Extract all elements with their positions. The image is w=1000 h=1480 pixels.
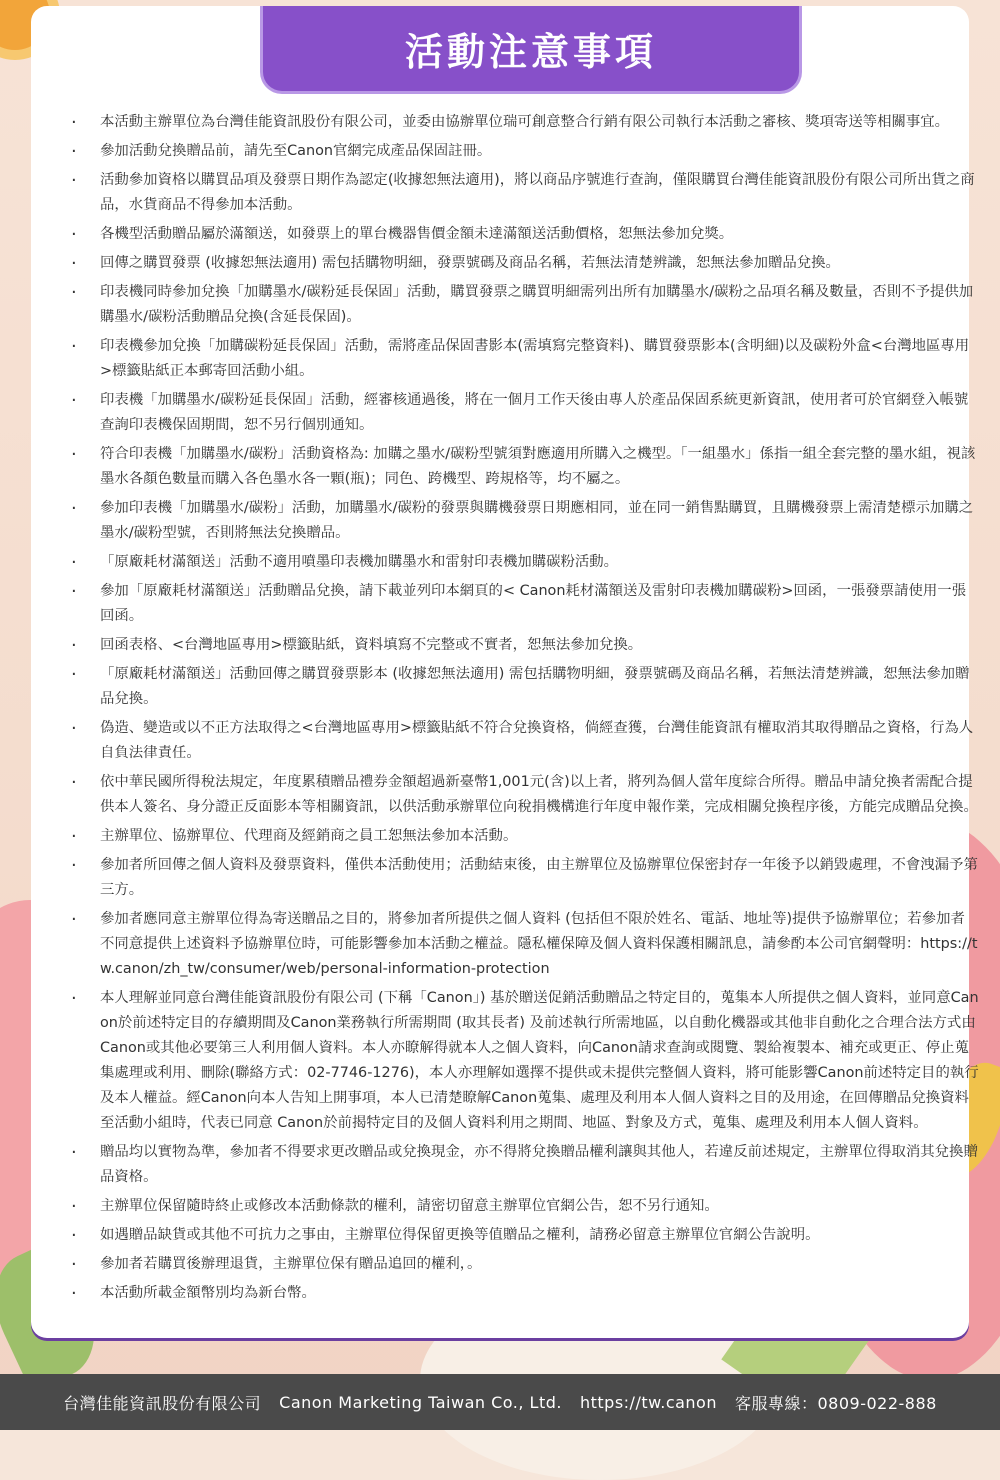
list-item: · 「原廠耗材滿額送」活動回傳之購買發票影本 (收據恕無法適用) 需包括購物明細，發票號碼及商品名稱，若無法清楚辨識，恕無法參加贈品兌換。 xyxy=(67,662,979,712)
footer-bar xyxy=(0,1374,1000,1430)
list-item: · 本人理解並同意台灣佳能資訊股份有限公司 (下稱「Canon」) 基於贈送促銷活動贈品之特定目的，蒐集本人所提供之個人資料，並同意Canon於前述特定目的存續期間及Canon業務執行所需期間 (取其長者) 及前述執行所需地區，以自動化機器或其他非自動化之合理合法方式由Canon或其他必要第三人利用個人資料。本人亦瞭解得就本人之個人資料，向Canon請求查詢或閱覽、製給複製本、補充或更正、停止蒐集處理或利用、刪除(聯絡方式：02-7746-1276)，本人亦理解如選擇不提供或未提供完整個人資料，將可能影響Canon前述特定目的執行及本人權益。經Canon向本人告知上開事項，本人已清楚瞭解Canon蒐集、處理及利用本人個人資料之目的及用途，在回傳贈品兌換資料至活動小組時，代表已同意 Canon於前揭特定目的及個人資料利用之期間、地區、對象及方式，蒐集、處理及利用本人個人資料。 xyxy=(67,986,979,1136)
list-item: · 參加者所回傳之個人資料及發票資料，僅供本活動使用；活動結束後，由主辦單位及協辦單位保密封存一年後予以銷毀處理，不會洩漏予第三方。 xyxy=(67,853,979,903)
list-item: · 印表機「加購墨水/碳粉延長保固」活動，經審核通過後，將在一個月工作天後由專人於產品保固系統更新資訊，使用者可於官網登入帳號查詢印表機保固期間，恕不另行個別通知。 xyxy=(67,388,979,438)
notes-list xyxy=(67,110,979,1310)
footer-website-link[interactable]: https://tw.canon xyxy=(579,1392,717,1412)
notice-card xyxy=(31,6,979,1338)
list-item: · 贈品均以實物為準，參加者不得要求更改贈品或兌換現金，亦不得將兌換贈品權利讓與其他人，若違反前述規定，主辦單位得取消其兌換贈品資格。 xyxy=(67,1140,979,1190)
list-item: · 符合印表機「加購墨水/碳粉」活動資格為: 加購之墨水/碳粉型號須對應適用所購入之機型。「一組墨水」係指一組全套完整的墨水組，視該墨水各顏色數量而購入各色墨水各一顆(瓶)；同色、跨機型、跨規格等，均不屬之。 xyxy=(67,442,979,492)
list-item: · 主辦單位保留隨時終止或修改本活動條款的權利，請密切留意主辦單位官網公告，恕不另行通知。 xyxy=(67,1194,979,1219)
list-item: · 參加印表機「加購墨水/碳粉」活動，加購墨水/碳粉的發票與購機發票日期應相同，並在同一銷售點購買，且購機發票上需清楚標示加購之墨水/碳粉型號，否則將無法兌換贈品。 xyxy=(67,496,979,546)
list-item: · 本活動所載金額幣別均為新台幣。 xyxy=(67,1281,979,1306)
footer-company-en: Canon Marketing Taiwan Co., Ltd. xyxy=(279,1392,562,1412)
list-item: · 印表機同時參加兌換「加購墨水/碳粉延長保固」活動，購買發票之購買明細需列出所有加購墨水/碳粉之品項名稱及數量，否則不予提供加購墨水/碳粉活動贈品兌換(含延長保固)。 xyxy=(67,280,979,330)
list-item: · 偽造、變造或以不正方法取得之<台灣地區專用>標籤貼紙不符合兌換資格，倘經查獲，台灣佳能資訊有權取消其取得贈品之資格，行為人自負法律責任。 xyxy=(67,716,979,766)
list-item: · 參加「原廠耗材滿額送」活動贈品兌換，請下載並列印本網頁的< Canon耗材滿額送及雷射印表機加購碳粉>回函，一張發票請使用一張回函。 xyxy=(67,579,979,629)
page-title: 活動注意事項 xyxy=(404,30,657,74)
title-banner xyxy=(260,6,802,94)
list-item: · 如遇贈品缺貨或其他不可抗力之事由，主辦單位得保留更換等值贈品之權利，請務必留意主辦單位官網公告說明。 xyxy=(67,1223,979,1248)
list-item: · 參加者若購買後辦理退貨，主辦單位保有贈品追回的權利，。 xyxy=(67,1252,979,1277)
list-item: · 活動參加資格以購買品項及發票日期作為認定(收據恕無法適用)，將以商品序號進行查詢，僅限購買台灣佳能資訊股份有限公司所出貨之商品，水貨商品不得參加本活動。 xyxy=(67,168,979,218)
list-item: · 印表機參加兌換「加購碳粉延長保固」活動，需將產品保固書影本(需填寫完整資料)、購買發票影本(含明細)以及碳粉外盒<台灣地區專用>標籤貼紙正本郵寄回活動小組。 xyxy=(67,334,979,384)
footer-hotline: 客服專線：0809-022-888 xyxy=(734,1393,937,1413)
list-item: · 本活動主辦單位為台灣佳能資訊股份有限公司，並委由協辦單位瑞可創意整合行銷有限公司執行本活動之審核、獎項寄送等相關事宜。 xyxy=(67,110,979,135)
footer-company-zh: 台灣佳能資訊股份有限公司 xyxy=(63,1393,262,1413)
list-item: · 依中華民國所得稅法規定，年度累積贈品禮券金額超過新臺幣1,001元(含)以上者，將列為個人當年度綜合所得。贈品申請兌換者需配合提供本人簽名、身分證正反面影本等相關資訊，以供活動承辦單位向稅捐機構進行年度申報作業，完成相關兌換程序後，方能完成贈品兌換。 xyxy=(67,770,979,820)
list-item: · 「原廠耗材滿額送」活動不適用噴墨印表機加購墨水和雷射印表機加購碳粉活動。 xyxy=(67,550,979,575)
list-item: · 回傳之購買發票 (收據恕無法適用) 需包括購物明細，發票號碼及商品名稱，若無法清楚辨識，恕無法參加贈品兌換。 xyxy=(67,251,979,276)
list-item: · 參加者應同意主辦單位得為寄送贈品之目的，將參加者所提供之個人資料 (包括但不限於姓名、電話、地址等)提供予協辦單位；若參加者不同意提供上述資料予協辦單位時，可能影響參加本活動之權益。隱私權保障及個人資料保護相關訊息，請參酌本公司官網聲明：https://tw.canon/zh_tw/consumer/web/personal-information-protection xyxy=(67,907,979,982)
list-item: · 主辦單位、協辦單位、代理商及經銷商之員工恕無法參加本活動。 xyxy=(67,824,979,849)
list-item: · 參加活動兌換贈品前，請先至Canon官網完成產品保固註冊。 xyxy=(67,139,979,164)
list-item: · 各機型活動贈品屬於滿額送，如發票上的單台機器售價金額未達滿額送活動價格，恕無法參加兌獎。 xyxy=(67,222,979,247)
list-item: · 回函表格、<台灣地區專用>標籤貼紙，資料填寫不完整或不實者，恕無法參加兌換。 xyxy=(67,633,979,658)
